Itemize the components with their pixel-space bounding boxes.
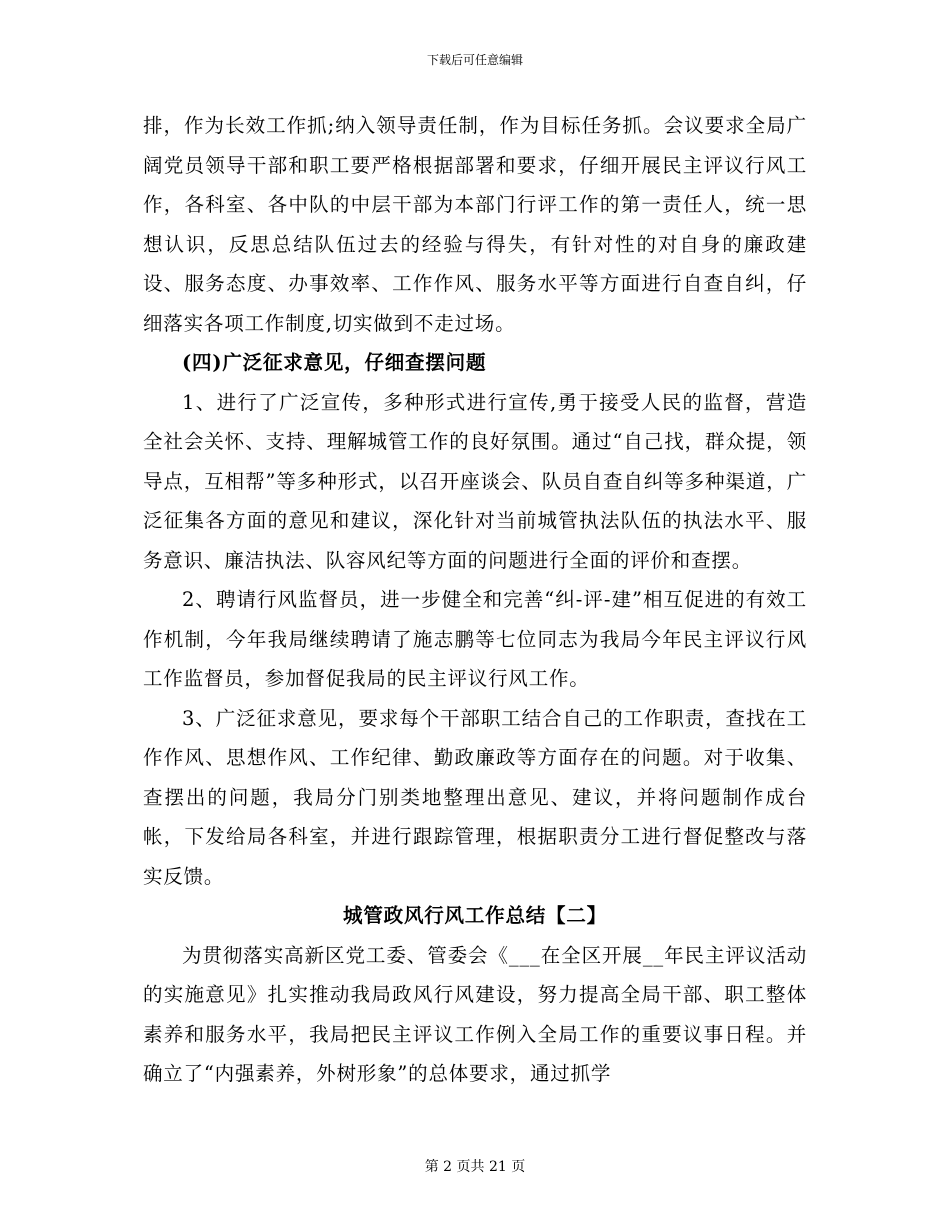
document-body (143, 106, 807, 1094)
list-item-opinions: 3、广泛征求意见，要求每个干部职工结合自己的工作职责，查找在工作作风、思想作风、工作纪律、勤政廉政等方面存在的问题。对于收集、查摆出的问题，我局分门别类地整理出意见、建议，并将问题制作成台帐，下发给局各科室，并进行跟踪管理，根据职责分工进行督促整改与落实反馈。 (143, 706, 807, 888)
page-number-footer: 第 2 页共 21 页 (424, 1159, 526, 1175)
list-item-publicity: 1、进行了广泛宣传，多种形式进行宣传,勇于接受人民的监督，营造全社会关怀、支持、理解城管工作的良好氛围。通过“自己找，群众提，领导点，互相帮”等多种形式，以召开座谈会、队员自查自纠等多种渠道，广泛征集各方面的意见和建议，深化针对当前城管执法队伍的执法水平、服务意识、廉洁执法、队容风纪等方面的问题进行全面的评价和查摆。 (143, 390, 807, 572)
page-header: 下载后可任意编辑 (426, 53, 523, 67)
section-title: 城管政风行风工作总结【二】 (343, 904, 607, 927)
subheading-solicit-opinions: (四)广泛征求意见，仔细查摆问题 (182, 351, 487, 374)
section-paragraph: 为贯彻落实高新区党工委、管委会《___在全区开展__年民主评议活动的实施意见》扎实推动我局政风行风建设，努力提高全局干部、职工整体素养和服务水平，我局把民主评议工作例入全局工作的重要议事日程。并确立了“内强素养，外树形象”的总体要求，通过抓学 (143, 943, 807, 1085)
paragraph-continuation: 排，作为长效工作抓;纳入领导责任制，作为目标任务抓。会议要求全局广阔党员领导干部和职工要严格根据部署和要求，仔细开展民主评议行风工作，各科室、各中队的中层干部为本部门行评工作的第一责任人，统一思想认识，反思总结队伍过去的经验与得失，有针对性的对自身的廉政建设、服务态度、办事效率、工作作风、服务水平等方面进行自查自纠，仔细落实各项工作制度,切实做到不走过场。 (143, 114, 807, 335)
list-item-supervisors: 2、聘请行风监督员，进一步健全和完善“纠-评-建”相互促进的有效工作机制，今年我局继续聘请了施志鹏等七位同志为我局今年民主评议行风工作监督员，参加督促我局的民主评议行风工作。 (143, 588, 807, 690)
